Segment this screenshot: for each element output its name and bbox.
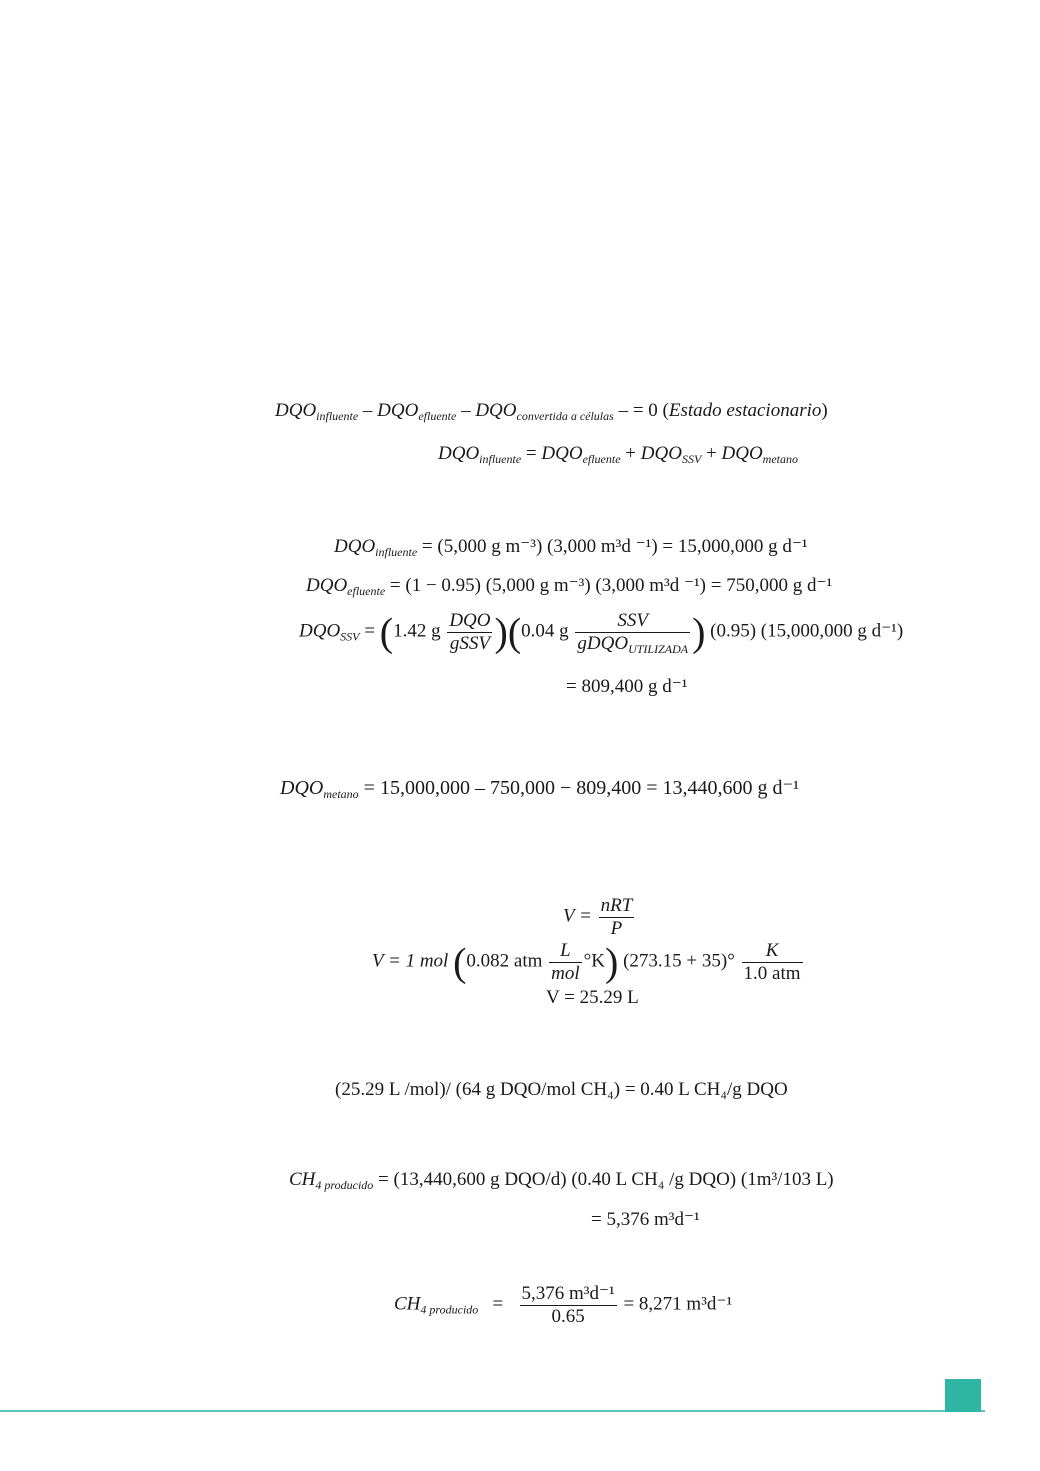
fraction-ssv-gdqo: $\frac{\text{SSV}}{gDQO_{UTILIZADA}}$ (577, 610, 689, 656)
fraction-nrt-p: $\frac{\text{nRT}}{P}$ (600, 895, 633, 939)
equation-cod-ssv: $DQO_{SSV} = (1.42$ g $\frac{\text{DQO}}{\text{gSSV}}$ )(0.04 g $\frac{\text{SSV}}{gDQO_{UTILIZADA}}$ ) (0.95) (15,000,000 g d⁻¹) (299, 609, 904, 656)
footer-rule (0, 1410, 985, 1412)
equation-methane-total: $CH_{4 producido}$ = $\frac{\text{5,376 m³d⁻¹}}{0.65}$ = 8,271 m³d⁻¹ (394, 1283, 733, 1327)
equation-cod-balance: $DQO_{influente} - DQO_{efluente} - DQO_{convertida a células}$ – = 0 (Estado estacionario) (275, 400, 828, 423)
equation-cod-influent: $DQO_{influente} = (5,000$ g m⁻³) (3,000 m³d ⁻¹) = 15,000,000 g d⁻¹ (334, 536, 808, 559)
equation-methane-produced-result: = 5,376 m³d⁻¹ (591, 1209, 700, 1230)
equation-volume-result: V = 25.29 L (546, 987, 639, 1008)
fraction-dqo-gssv: $\frac{\text{DQO}}{\text{gSSV}}$ (449, 610, 491, 654)
equation-methane-per-cod: (25.29 L /mol)/ (64 g DQO/mol CH₄) = 0.40 L CH₄/g DQO (335, 1079, 788, 1100)
equation-cod-influent-sum: $DQO_{influente} = DQO_{efluente} + DQO_{SSV} + DQO_{metano}$ (438, 443, 798, 466)
equation-cod-effluent: $DQO_{efluente} = (1 - 0.95)$ (5,000 g m⁻³) (3,000 m³d ⁻¹) = 750,000 g d⁻¹ (306, 575, 833, 598)
equation-methane-produced: $CH_{4 producido} = (13,440,600$ g DQO/d) (0.40 L CH₄ /g DQO) (1m³/103 L) (289, 1169, 834, 1192)
fraction-l-mol: $\frac{L}{\text{mol}}$ (551, 940, 580, 984)
equation-volume-substitution: V = 1 mol (0.082 atm $\frac{L}{\text{mol}}$ °K) (273.15 + 35)° $\frac{K}{\text{1.0 atm}}$ (372, 939, 801, 985)
page-marker (945, 1379, 981, 1412)
equation-ideal-gas: V = $\frac{\text{nRT}}{P}$ (563, 895, 633, 939)
fraction-methane-065: $\frac{\text{5,376 m³d⁻¹}}{0.65}$ (521, 1283, 615, 1327)
equation-cod-ssv-result: = 809,400 g d⁻¹ (566, 676, 688, 697)
fraction-k-atm: $\frac{K}{\text{1.0 atm}}$ (743, 940, 801, 984)
equation-cod-methane: $DQO_{metano} = 15,000,000 - 750,000 - 809,400 = 13,440,600$ g d⁻¹ (280, 777, 800, 801)
